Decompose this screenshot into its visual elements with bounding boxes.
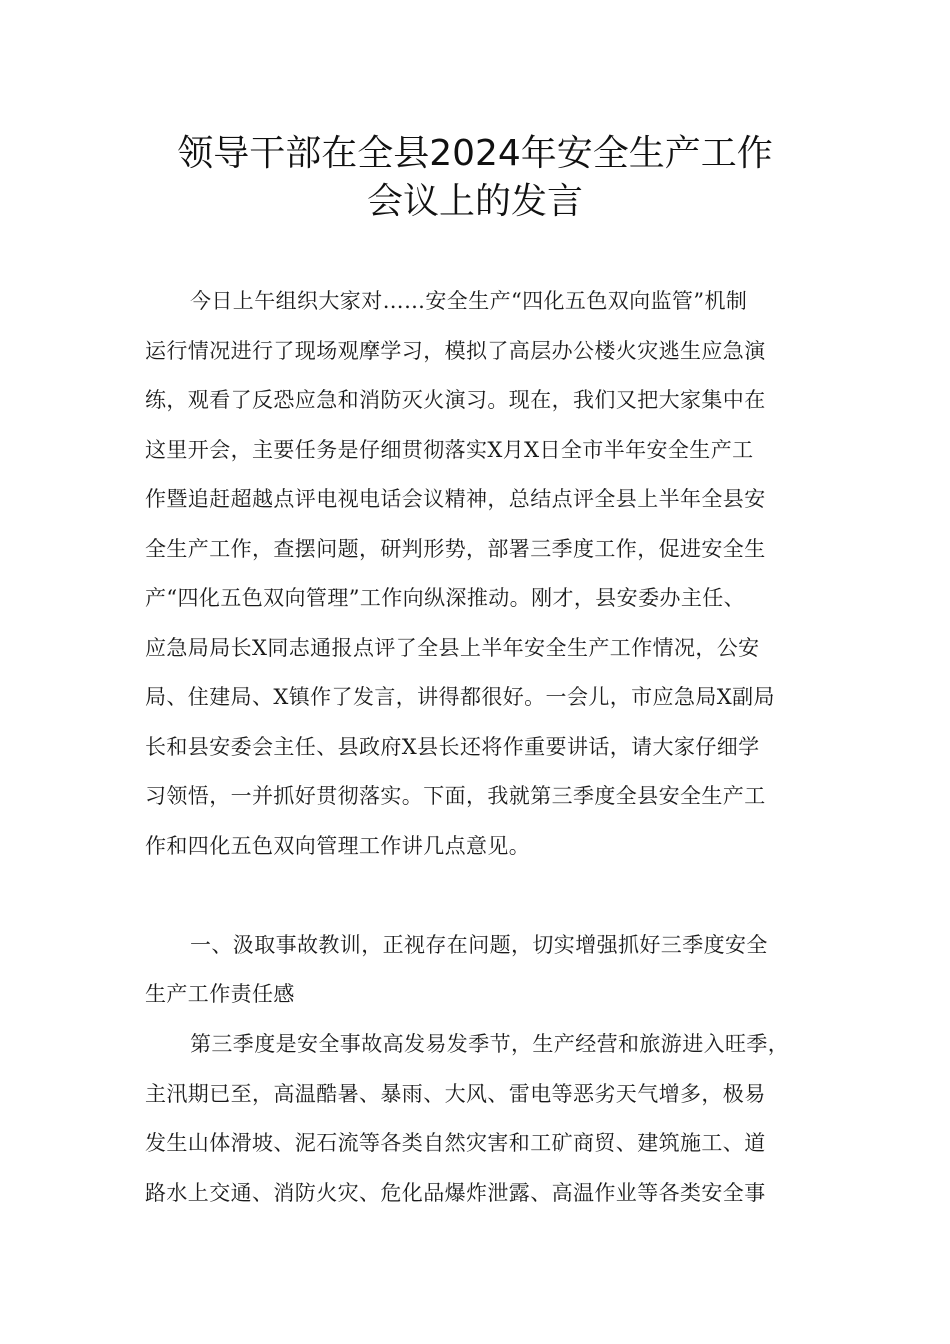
document-title-line-2: 会议上的发言	[366, 181, 583, 222]
paragraph-2-line-3: 发生山体滑坡、泥石流等各类自然灾害和工矿商贸、建筑施工、道	[145, 1131, 766, 1155]
section-heading-1-line-1: 一、汲取事故教训，正视存在问题，切实增强抓好三季度安全	[190, 933, 768, 957]
paragraph-1-line-3: 练，观看了反恐应急和消防灭火演习。现在，我们又把大家集中在	[145, 388, 766, 412]
document-title-line-1: 领导干部在全县2024年安全生产工作	[177, 133, 773, 174]
paragraph-2-line-1: 第三季度是安全事故高发易发季节，生产经营和旅游进入旺季，	[190, 1032, 790, 1056]
paragraph-1-line-4: 这里开会，主要任务是仔细贯彻落实X月X日全市半年安全生产工	[145, 438, 754, 462]
paragraph-2-line-2: 主汛期已至，高温酷暑、暴雨、大风、雷电等恶劣天气增多，极易	[145, 1082, 766, 1106]
paragraph-1-line-12: 作和四化五色双向管理工作讲几点意见。	[145, 834, 531, 858]
paragraph-1-line-10: 长和县安委会主任、县政府X县长还将作重要讲话，请大家仔细学	[145, 735, 760, 759]
paragraph-1-line-6: 全生产工作，查摆问题，研判形势，部署三季度工作，促进安全生	[145, 537, 766, 561]
paragraph-1-line-11: 习领悟，一并抓好贯彻落实。下面，我就第三季度全县安全生产工	[145, 784, 766, 808]
paragraph-1-line-7: 产“四化五色双向管理”工作向纵深推动。刚才，县安委办主任、	[145, 586, 746, 610]
paragraph-2-line-4: 路水上交通、消防火灾、危化品爆炸泄露、高温作业等各类安全事	[145, 1181, 766, 1205]
paragraph-1-line-8: 应急局局长X同志通报点评了全县上半年安全生产工作情况，公安	[145, 636, 760, 660]
paragraph-1-line-2: 运行情况进行了现场观摩学习，模拟了高层办公楼火灾逃生应急演	[145, 339, 766, 363]
paragraph-1-line-9: 局、住建局、X镇作了发言，讲得都很好。一会儿，市应急局X副局	[145, 685, 775, 709]
paragraph-1-line-1: 今日上午组织大家对……安全生产“四化五色双向监管”机制	[190, 289, 748, 313]
paragraph-1-line-5: 作暨追赶超越点评电视电话会议精神，总结点评全县上半年全县安	[145, 487, 766, 511]
section-heading-1-line-2: 生产工作责任感	[145, 982, 295, 1006]
